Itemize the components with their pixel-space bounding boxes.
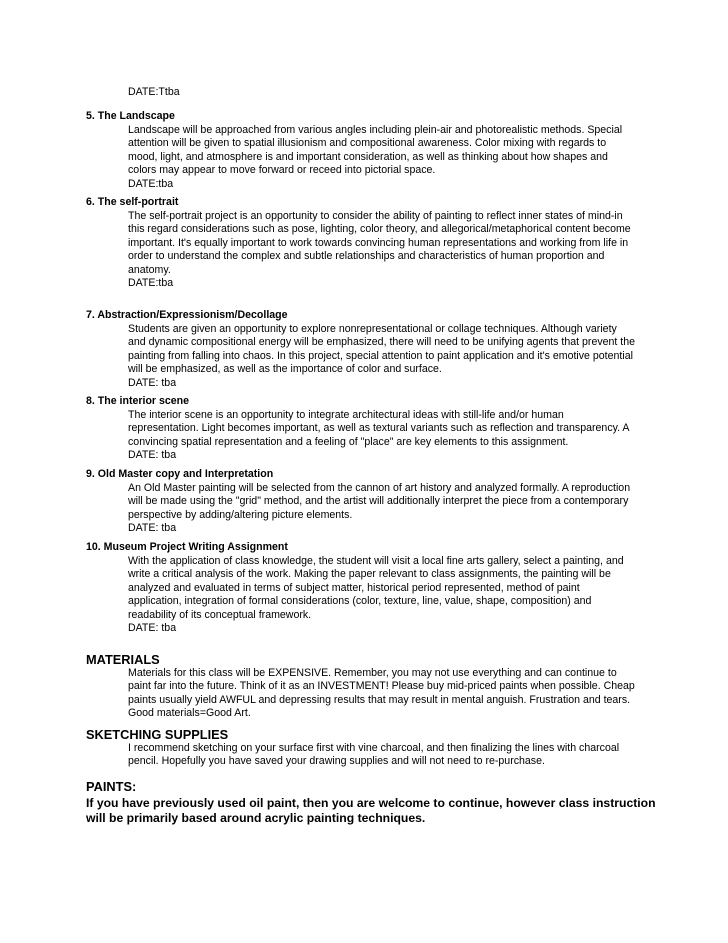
section-text-line: order to understand the complex and subtle relationships and characteristics of human proportion and bbox=[128, 250, 605, 262]
section-text-line: With the application of class knowledge, the student will visit a local fine arts gallery, select a painting, and bbox=[128, 555, 624, 567]
paints-text-line: If you have previously used oil paint, then you are welcome to continue, however class instruction bbox=[86, 796, 656, 810]
sketching-heading: SKETCHING SUPPLIES bbox=[86, 727, 229, 742]
section-date: DATE: tba bbox=[128, 449, 177, 461]
section-text-line: mood, light, and atmosphere is and important consideration, as well as thinking about how shapes and bbox=[128, 151, 608, 163]
sketching-text-line: I recommend sketching on your surface first with vine charcoal, and then finalizing the lines with charcoal bbox=[128, 742, 620, 754]
section-text-line: painting from falling into chaos. In this project, special attention to paint application and it's emotive potential bbox=[128, 350, 633, 362]
section-text-line: colors may appear to move forward or receed into pictorial space. bbox=[128, 164, 436, 176]
section-text-line: and dynamic compositional energy will be emphasized, there will need to be unifying agents that prevent the bbox=[128, 336, 636, 348]
top-date: DATE:Ttba bbox=[128, 86, 180, 98]
materials-text-line: Good materials=Good Art. bbox=[128, 707, 251, 719]
section-text-line: readability of its conceptual framework. bbox=[128, 609, 312, 621]
paints-heading: PAINTS: bbox=[86, 779, 137, 794]
section-text-line: Landscape will be approached from various angles including plein-air and photorealistic methods. Special bbox=[128, 124, 623, 136]
section-date: DATE:tba bbox=[128, 178, 174, 190]
materials-heading: MATERIALS bbox=[86, 652, 160, 667]
section-date: DATE:tba bbox=[128, 277, 174, 289]
section-text-line: perspective by adding/altering picture elements. bbox=[128, 509, 353, 521]
section-heading: 9. Old Master copy and Interpretation bbox=[86, 468, 274, 480]
section-heading: 8. The interior scene bbox=[86, 395, 190, 407]
section-text-line: analyzed and evaluated in terms of subject matter, historical period represented, method of paint bbox=[128, 582, 580, 594]
materials-text-line: paint far into the future. Think of it as an INVESTMENT! Please buy mid-priced paints when possible. Cheap bbox=[128, 680, 635, 692]
section-text-line: this regard considerations such as pose, lighting, color theory, and allegorical/metaphorical content become bbox=[128, 223, 631, 235]
materials-text-line: Materials for this class will be EXPENSIVE. Remember, you may not use everything and can continue to bbox=[128, 667, 617, 679]
paints-text-line: will be primarily based around acrylic painting techniques. bbox=[86, 811, 426, 825]
section-text-line: will be made using the "grid" method, and the artist will additionally interpret the piece from a contemporary bbox=[128, 495, 629, 507]
section-text-line: application, integration of formal considerations (color, texture, line, value, shape, composition) and bbox=[128, 595, 592, 607]
section-text-line: The self-portrait project is an opportunity to consider the ability of painting to reflect inner states of mind-in bbox=[128, 210, 623, 222]
section-text-line: write a critical analysis of the work. Making the paper relevant to class assignments, the painting will be bbox=[128, 568, 611, 580]
section-heading: 5. The Landscape bbox=[86, 110, 175, 122]
section-text-line: convincing spatial representation and a feeling of "place" are key elements to this assignment. bbox=[128, 436, 569, 448]
section-text-line: An Old Master painting will be selected from the cannon of art history and analyzed formally. A reproduction bbox=[128, 482, 631, 494]
materials-text-line: paints usually yield AWFUL and depressing results that may result in mental anguish. Frustration and tears. bbox=[128, 694, 631, 706]
section-heading: 7. Abstraction/Expressionism/Decollage bbox=[86, 309, 288, 321]
sketching-text-line: pencil. Hopefully you have saved your drawing supplies and will not need to re-purchase. bbox=[128, 755, 545, 767]
section-date: DATE: tba bbox=[128, 377, 177, 389]
section-text-line: anatomy. bbox=[128, 264, 171, 276]
section-text-line: attention will be given to spatial illusionism and compositional awareness. Color mixing with regards to bbox=[128, 137, 607, 149]
section-heading: 10. Museum Project Writing Assignment bbox=[86, 541, 288, 553]
section-text-line: will be emphasized, as well as the importance of color and surface. bbox=[128, 363, 442, 375]
section-text-line: representation. Light becomes important, as well as textural variants such as reflection and transparency. A bbox=[128, 422, 630, 434]
section-heading: 6. The self-portrait bbox=[86, 196, 179, 208]
section-date: DATE: tba bbox=[128, 522, 177, 534]
section-date: DATE: tba bbox=[128, 622, 177, 634]
section-text-line: The interior scene is an opportunity to integrate architectural ideas with still-life and/or human bbox=[128, 409, 564, 421]
section-text-line: important. It's equally important to work towards convincing human representations and working from life in bbox=[128, 237, 629, 249]
section-text-line: Students are given an opportunity to explore nonrepresentational or collage techniques. Although variety bbox=[128, 323, 617, 335]
